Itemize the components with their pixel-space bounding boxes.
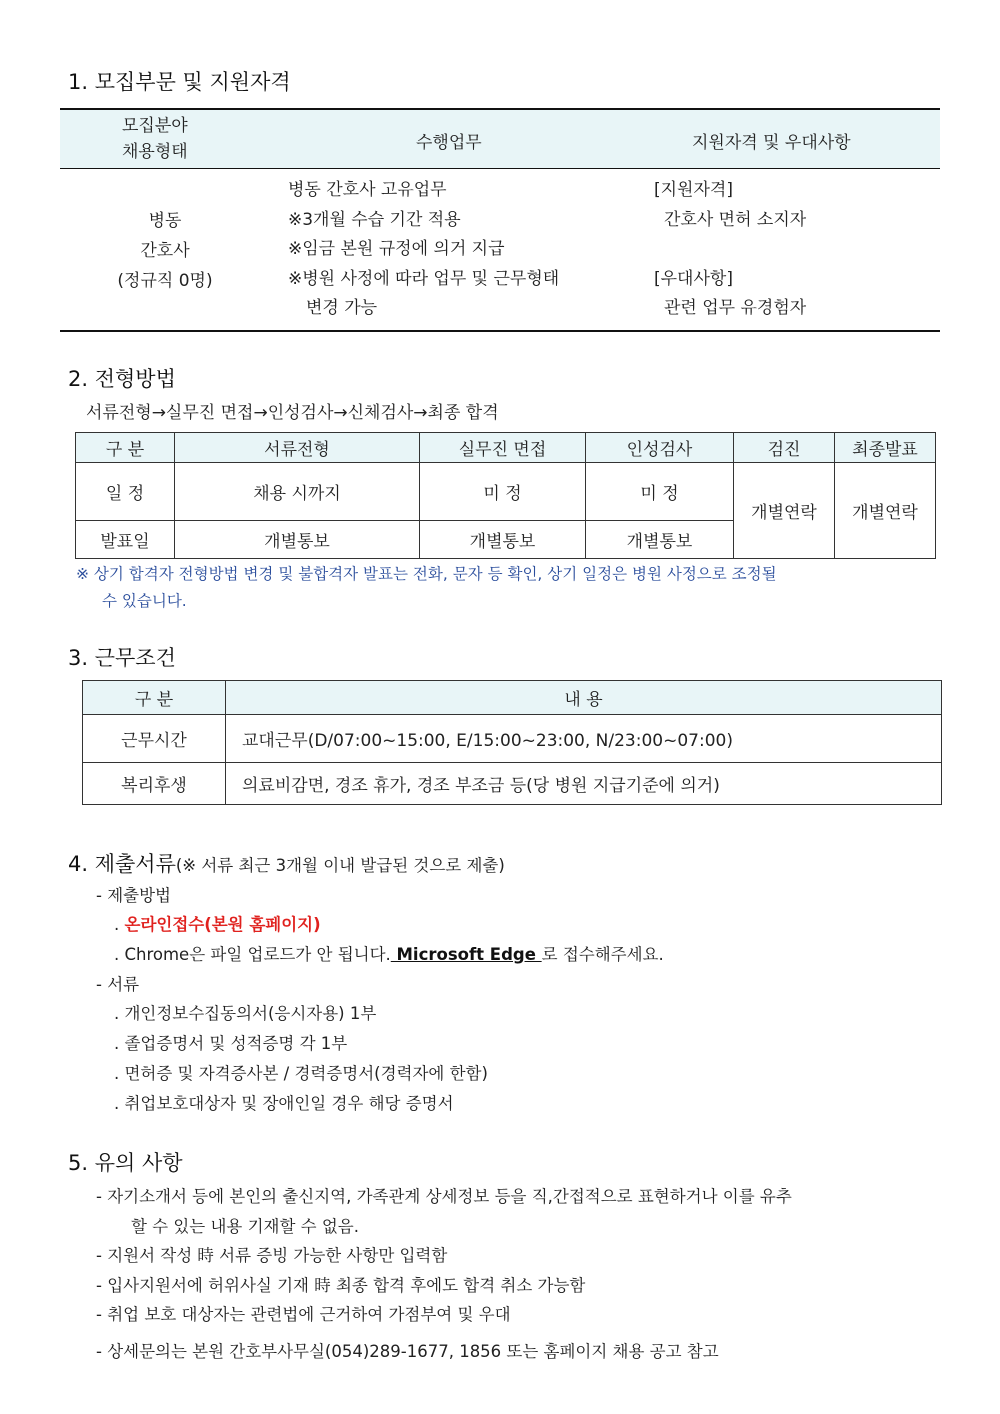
announce-interview: 개별통보	[420, 521, 586, 559]
checkup-contact: 개별연락	[734, 463, 835, 559]
documents-label: - 서류	[96, 975, 140, 994]
notice-item-contact: - 상세문의는 본원 간호부사무실(054)289-1677, 1856 또는 홈페이지 채용 공고 참고	[96, 1342, 719, 1361]
work-hours: 교대근무(D/07:00~15:00, E/15:00~23:00, N/23:00~07:00)	[226, 715, 942, 763]
header-final: 최종발표	[835, 433, 936, 463]
notice-item: - 취업 보호 대상자는 관련법에 근거하여 가점부여 및 우대	[96, 1305, 511, 1324]
selection-table	[75, 432, 936, 559]
header-checkup: 검진	[734, 433, 835, 463]
header-category: 구 분	[76, 433, 175, 463]
header-document: 서류전형	[175, 433, 420, 463]
section-3-title: 3. 근무조건	[68, 646, 176, 670]
row-label-welfare: 복리후생	[83, 763, 226, 805]
edge-browser: Microsoft Edge	[390, 945, 542, 964]
online-apply-line: . 온라인접수(본원 홈페이지)	[114, 915, 321, 934]
final-contact: 개별연락	[835, 463, 936, 559]
notice-item: - 입사지원서에 허위사실 기재 時 최종 합격 후에도 합격 취소 가능함	[96, 1276, 586, 1295]
document-item: . 개인정보수집동의서(응시자용) 1부	[114, 1004, 377, 1023]
section-4-note: (※ 서류 최근 3개월 이내 발급된 것으로 제출)	[175, 856, 505, 875]
document-item: . 취업보호대상자 및 장애인일 경우 해당 증명서	[114, 1094, 454, 1113]
browser-notice: . Chrome은 파일 업로드가 안 됩니다. Microsoft Edge 로 접수해주세요.	[114, 945, 664, 964]
section-4-title: 4. 제출서류(※ 서류 최근 3개월 이내 발급된 것으로 제출)	[68, 852, 505, 876]
announce-document: 개별통보	[175, 521, 420, 559]
qualification-cell: [지원자격] 간호사 면허 소지자 [우대사항] 관련 업무 유경험자	[654, 180, 807, 318]
duty-cell: 병동 간호사 고유업무 ※3개월 수습 기간 적용 ※임금 본원 규정에 의거 지급 ※병원 사정에 따라 업무 및 근무형태 변경 가능	[288, 180, 560, 318]
selection-flow: 서류전형→실무진 면접→인성검사→신체검사→최종 합격	[86, 403, 499, 423]
header-category: 구 분	[83, 681, 226, 715]
header-content: 내 용	[226, 681, 942, 715]
online-apply: 온라인접수(본원 홈페이지)	[124, 915, 321, 934]
schedule-interview: 미 정	[420, 463, 586, 521]
section-1-title: 1. 모집부문 및 지원자격	[68, 70, 291, 94]
welfare: 의료비감면, 경조 휴가, 경조 부조금 등(당 병원 지급기준에 의거)	[226, 763, 942, 805]
schedule-personality: 미 정	[586, 463, 734, 521]
header-field: 모집분야 채용형태	[122, 116, 188, 162]
schedule-document: 채용 시까지	[175, 463, 420, 521]
field-cell: 병동 간호사 (정규직 0명)	[117, 211, 213, 291]
recruit-table	[60, 108, 940, 332]
row-label-hours: 근무시간	[83, 715, 226, 763]
section-2-title: 2. 전형방법	[68, 367, 176, 391]
header-duty: 수행업무	[416, 133, 482, 153]
selection-note: ※ 상기 합격자 전형방법 변경 및 불합격자 발표는 전화, 문자 등 확인, 상기 일정은 병원 사정으로 조정될	[76, 565, 777, 583]
selection-note-cont: 수 있습니다.	[102, 592, 187, 610]
notice-item-cont: 할 수 있는 내용 기재할 수 없음.	[131, 1217, 359, 1236]
section-5-title: 5. 유의 사항	[68, 1151, 183, 1175]
header-qualification: 지원자격 및 우대사항	[692, 133, 851, 153]
notice-item: - 지원서 작성 時 서류 증빙 가능한 사항만 입력함	[96, 1246, 448, 1265]
header-personality: 인성검사	[586, 433, 734, 463]
row-schedule-label: 일 정	[76, 463, 175, 521]
submit-method-label: - 제출방법	[96, 886, 171, 905]
row-announce-label: 발표일	[76, 521, 175, 559]
document-item: . 면허증 및 자격증사본 / 경력증명서(경력자에 한함)	[114, 1064, 488, 1083]
document-item: . 졸업증명서 및 성적증명 각 1부	[114, 1034, 348, 1053]
header-interview: 실무진 면접	[420, 433, 586, 463]
announce-personality: 개별통보	[586, 521, 734, 559]
conditions-table	[82, 680, 942, 805]
notice-item: - 자기소개서 등에 본인의 출신지역, 가족관계 상세정보 등을 직,간접적으로 표현하거나 이를 유추	[96, 1187, 792, 1206]
